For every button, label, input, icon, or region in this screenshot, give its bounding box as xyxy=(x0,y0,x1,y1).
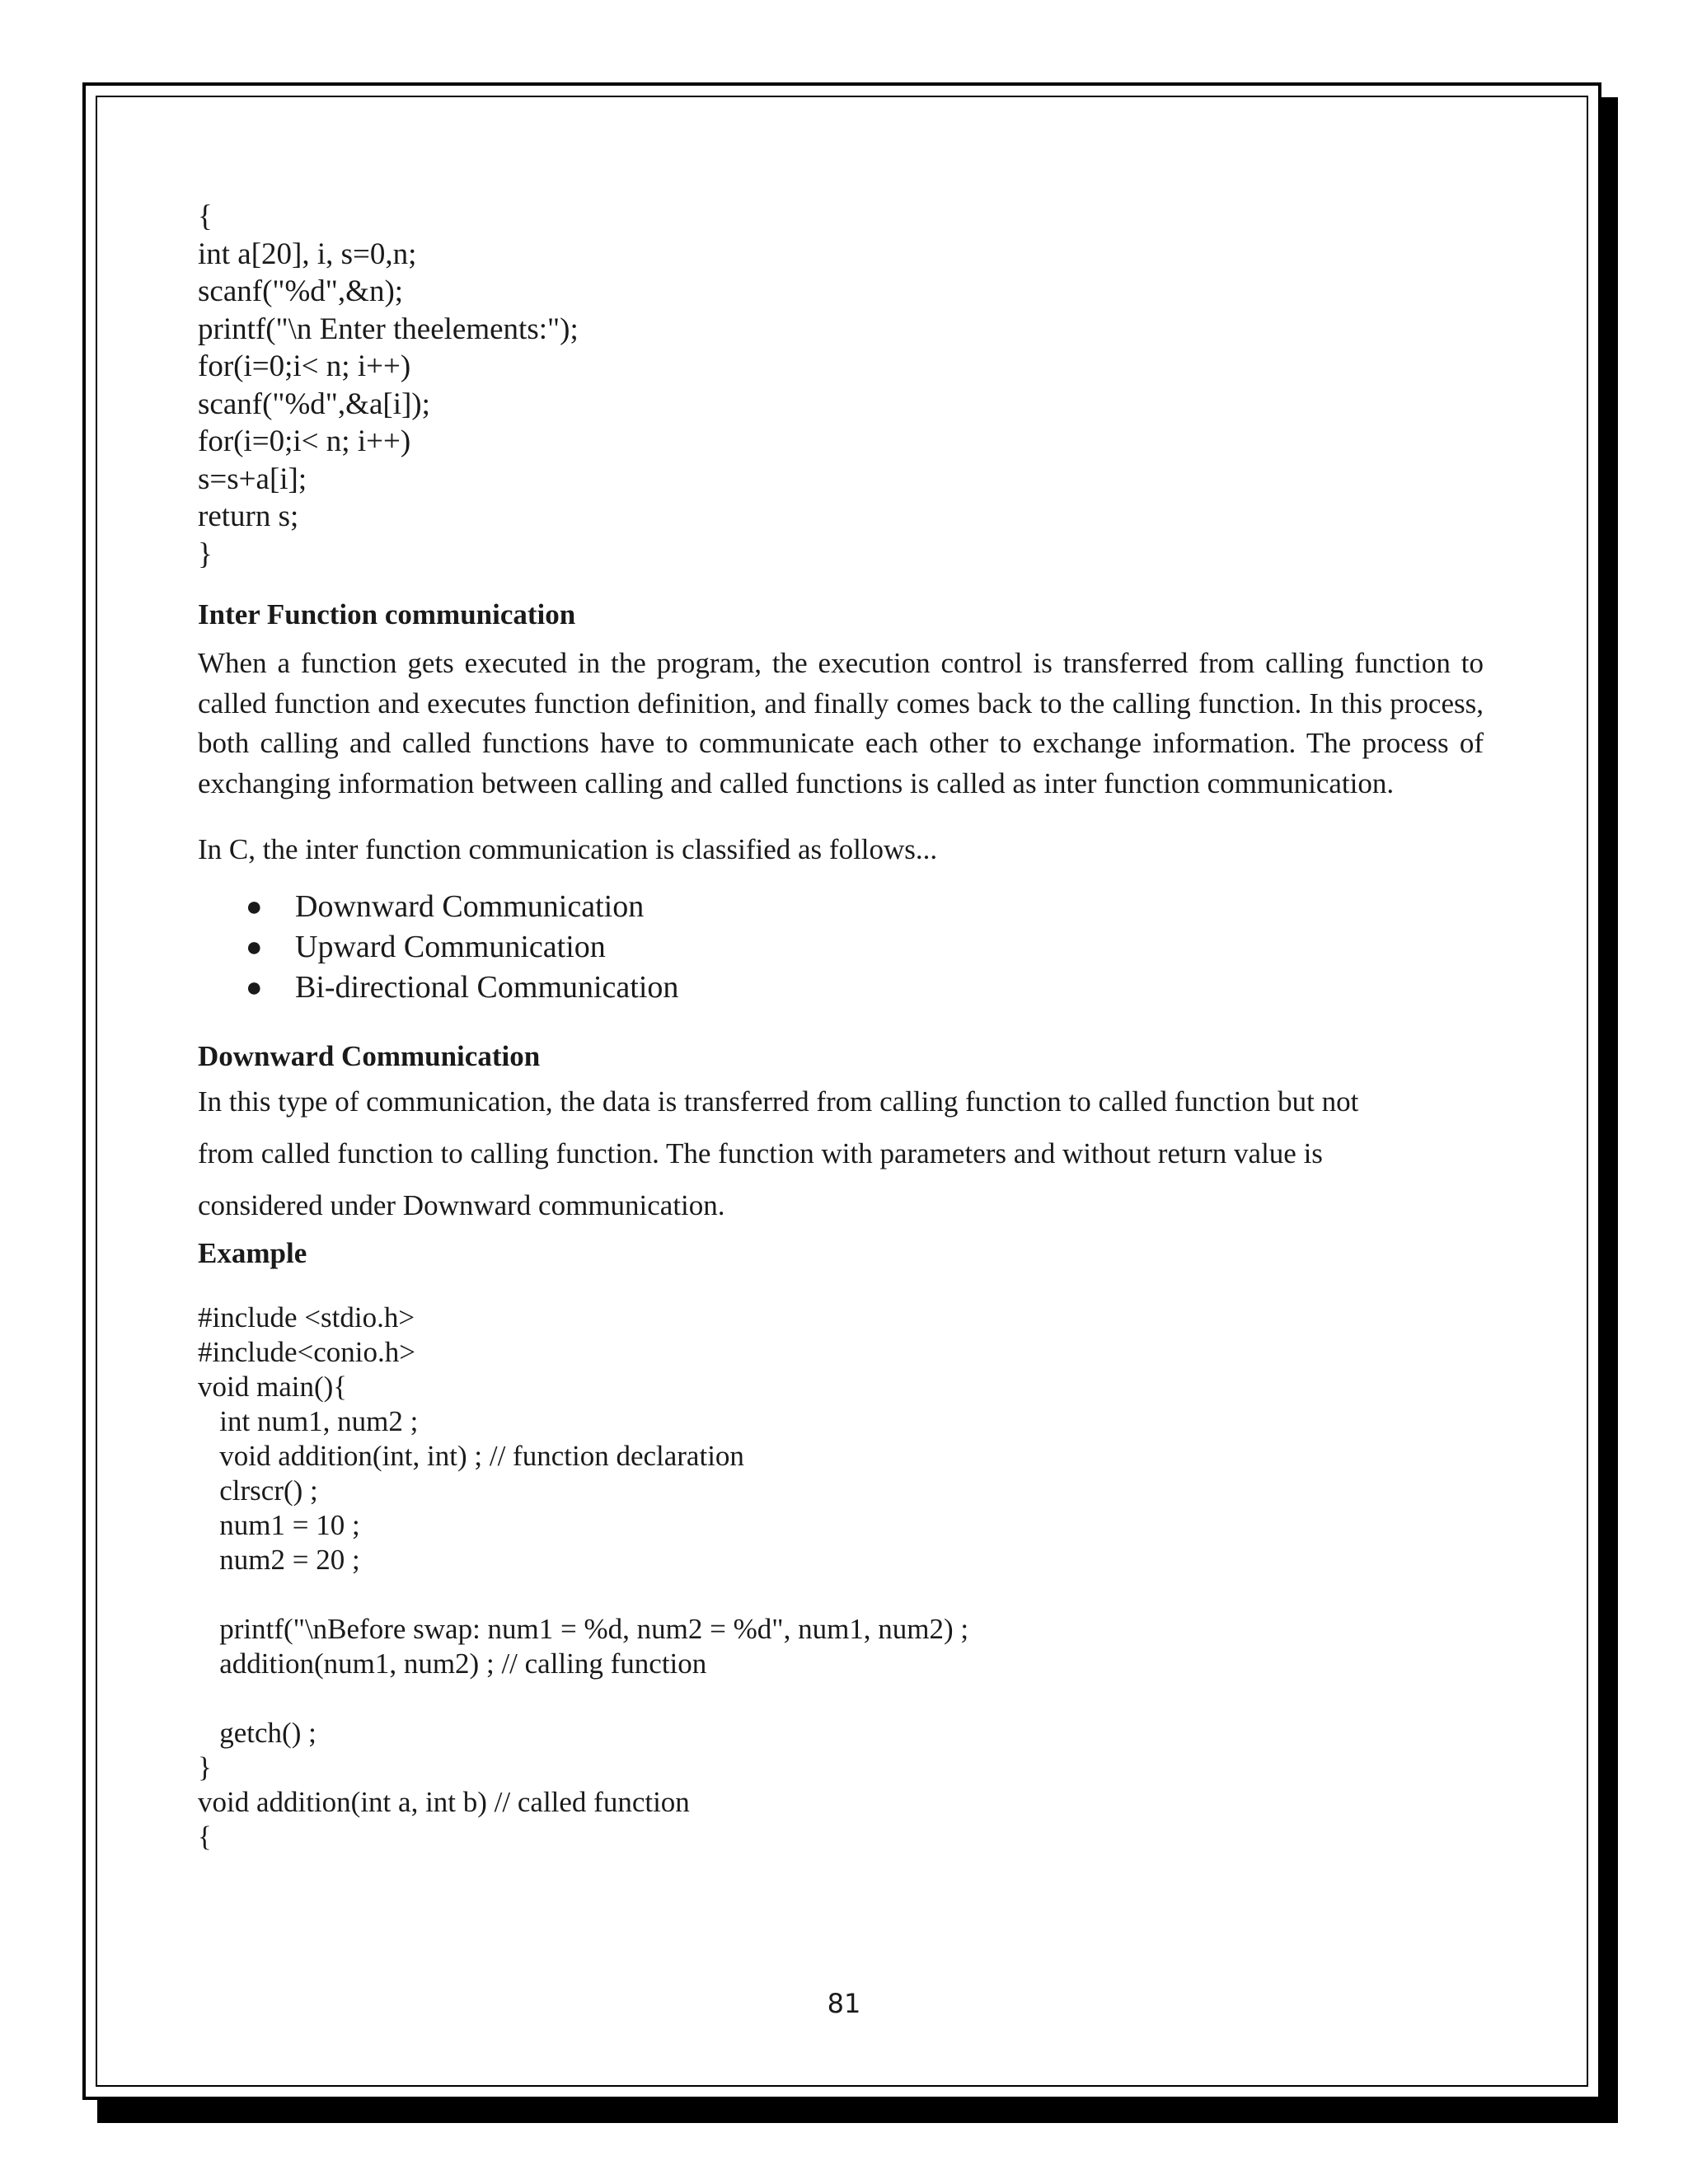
communication-types-list xyxy=(198,887,1484,1008)
list-item xyxy=(198,927,1484,968)
bullet-icon: ● xyxy=(246,972,263,1003)
code-line: for(i=0;i< n; i++) xyxy=(198,424,411,458)
example-heading: Example xyxy=(198,1236,307,1269)
paragraph-downward xyxy=(198,1076,1484,1231)
code-line: void addition(int, int) ; // function declaration xyxy=(198,1439,744,1472)
paragraph-line: from called function to calling function. The function with parameters and without return value is xyxy=(198,1137,1323,1169)
code-line: void addition(int a, int b) // called function xyxy=(198,1785,690,1818)
code-line: s=s+a[i]; xyxy=(198,462,307,496)
code-line: num2 = 20 ; xyxy=(198,1543,360,1576)
code-block-top xyxy=(198,198,1484,573)
code-line: int a[20], i, s=0,n; xyxy=(198,237,417,271)
list-item-label: Bi-directional Communication xyxy=(295,969,679,1005)
list-item xyxy=(198,887,1484,927)
code-line: clrscr() ; xyxy=(198,1474,318,1507)
code-line: scanf("%d",&a[i]); xyxy=(198,387,430,421)
code-line: printf("\nBefore swap: num1 = %d, num2 = %d", num1, num2) ; xyxy=(198,1612,969,1645)
code-line: addition(num1, num2) ; // calling function xyxy=(198,1647,707,1680)
code-line xyxy=(198,1577,1484,1612)
bullet-icon: ● xyxy=(246,891,263,922)
paragraph-classification-intro: In C, the inter function communication is classified as follows... xyxy=(198,833,938,865)
code-line: #include<conio.h> xyxy=(198,1335,416,1368)
paragraph-line: In this type of communication, the data is transferred from calling function to called function but not xyxy=(198,1085,1359,1118)
list-item-label: Upward Communication xyxy=(295,929,606,964)
code-line: num1 = 10 ; xyxy=(198,1508,360,1541)
code-line: } xyxy=(198,1750,212,1783)
code-line: { xyxy=(198,199,213,233)
bullet-icon: ● xyxy=(246,931,263,963)
code-line: return s; xyxy=(198,499,299,533)
paragraph-inter-function: When a function gets executed in the program, the execution control is transferred from calling function to called function and executes function definition, and finally comes back to the calling function. In this process, both calling and called functions have to communicate each other to exchange information. The process of exchanging information between calling and called functions is called as inter function communication. xyxy=(198,647,1484,799)
page-number: 81 xyxy=(827,1988,861,2019)
code-line: int num1, num2 ; xyxy=(198,1404,419,1437)
paragraph-line: considered under Downward communication. xyxy=(198,1188,725,1221)
code-line: } xyxy=(198,537,213,571)
code-line: for(i=0;i< n; i++) xyxy=(198,349,411,383)
code-line xyxy=(198,1681,1484,1716)
page-content xyxy=(198,198,1484,1854)
section-heading-inter-function: Inter Function communication xyxy=(198,598,576,630)
code-block-example xyxy=(198,1301,1484,1854)
code-line: #include <stdio.h> xyxy=(198,1301,415,1333)
code-line: void main(){ xyxy=(198,1370,348,1403)
section-heading-downward: Downward Communication xyxy=(198,1039,541,1072)
code-line: scanf("%d",&n); xyxy=(198,274,404,308)
list-item-label: Downward Communication xyxy=(295,888,645,924)
code-line: getch() ; xyxy=(198,1716,316,1749)
code-line: printf("\n Enter theelements:"); xyxy=(198,312,579,346)
list-item xyxy=(198,968,1484,1008)
code-line: { xyxy=(198,1820,212,1853)
